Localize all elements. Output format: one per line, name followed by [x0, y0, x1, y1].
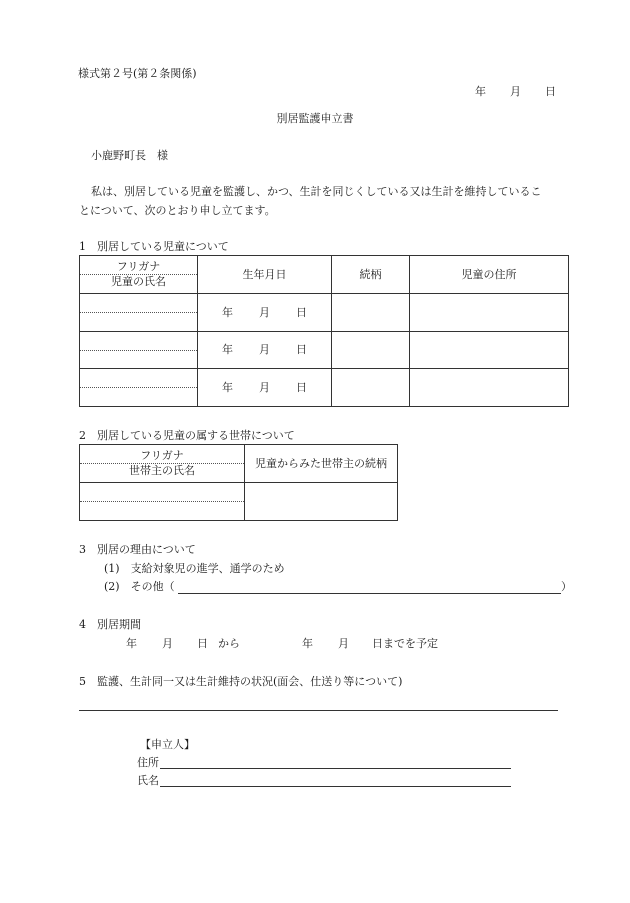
section5-heading: 5 監護、生計同一又は生計維持の状況(面会、仕送り等について)	[79, 675, 403, 688]
children-table	[79, 255, 569, 407]
table-row	[80, 483, 398, 521]
addressee: 小鹿野町長 様	[91, 149, 168, 162]
child-address-header: 児童の住所	[410, 256, 569, 294]
relation-field[interactable]	[332, 294, 410, 332]
relation-header: 続柄	[332, 256, 410, 294]
period-to-day: 日までを予定	[372, 637, 438, 650]
date-day: 日	[545, 85, 556, 98]
intro-line-2: とについて、次のとおり申し立てます。	[79, 204, 276, 217]
applicant-address-field[interactable]	[160, 768, 511, 769]
household-table	[79, 444, 398, 521]
period-from-suffix: から	[218, 637, 240, 650]
birthdate-field[interactable]: 年 月 日	[198, 332, 332, 369]
child-name-header: 児童の氏名	[111, 275, 166, 288]
document-title: 別居監護申立書	[276, 112, 354, 125]
section1-heading: 1 別居している児童について	[79, 240, 229, 253]
child-address-field[interactable]	[410, 294, 569, 332]
table-row	[80, 332, 569, 369]
period-from-year: 年	[126, 637, 137, 650]
period-from-day: 日	[197, 637, 208, 650]
furigana-field[interactable]	[80, 312, 197, 313]
section4-heading: 4 別居期間	[79, 618, 141, 631]
child-address-field[interactable]	[410, 332, 569, 369]
relation-field[interactable]	[332, 369, 410, 407]
household-table-header	[80, 445, 398, 483]
householder-relation-header: 児童からみた世帯主の続柄	[245, 445, 398, 483]
householder-furigana-field[interactable]	[80, 501, 244, 502]
section3-heading: 3 別居の理由について	[79, 543, 196, 556]
relation-field[interactable]	[332, 332, 410, 369]
birthdate-header: 生年月日	[198, 256, 332, 294]
reason-option-2-close: ）	[561, 580, 572, 593]
section2-heading: 2 別居している児童の属する世帯について	[79, 429, 295, 442]
period-from-month: 月	[162, 637, 173, 650]
applicant-name-label: 氏名	[137, 774, 159, 787]
reason-other-field[interactable]	[178, 593, 561, 594]
householder-furigana-header: フリガナ	[80, 449, 244, 464]
intro-line-1: 私は、別居している児童を監護し、かつ、生計を同じくしている又は生計を維持しているこ	[91, 185, 542, 198]
children-table-header	[80, 256, 569, 294]
reason-option-2-label[interactable]: (2) その他（	[104, 580, 175, 593]
child-address-field[interactable]	[410, 369, 569, 407]
form-number: 様式第２号(第２条関係)	[78, 67, 197, 80]
applicant-address-label: 住所	[137, 756, 159, 769]
date-year: 年	[475, 85, 486, 98]
period-to-month: 月	[338, 637, 349, 650]
table-row	[80, 294, 569, 332]
table-row	[80, 369, 569, 407]
furigana-header: フリガナ	[80, 260, 197, 275]
date-month: 月	[510, 85, 521, 98]
birthdate-field[interactable]: 年 月 日	[198, 369, 332, 407]
applicant-name-field[interactable]	[160, 786, 511, 787]
reason-option-1[interactable]: (1) 支給対象児の進学、通学のため	[104, 562, 285, 575]
householder-relation-field[interactable]	[245, 483, 398, 521]
furigana-field[interactable]	[80, 350, 197, 351]
birthdate-field[interactable]: 年 月 日	[198, 294, 332, 332]
situation-field[interactable]	[79, 710, 558, 711]
period-to-year: 年	[302, 637, 313, 650]
furigana-field[interactable]	[80, 387, 197, 388]
householder-name-header: 世帯主の氏名	[129, 464, 195, 477]
applicant-heading: 【申立人】	[140, 738, 195, 751]
